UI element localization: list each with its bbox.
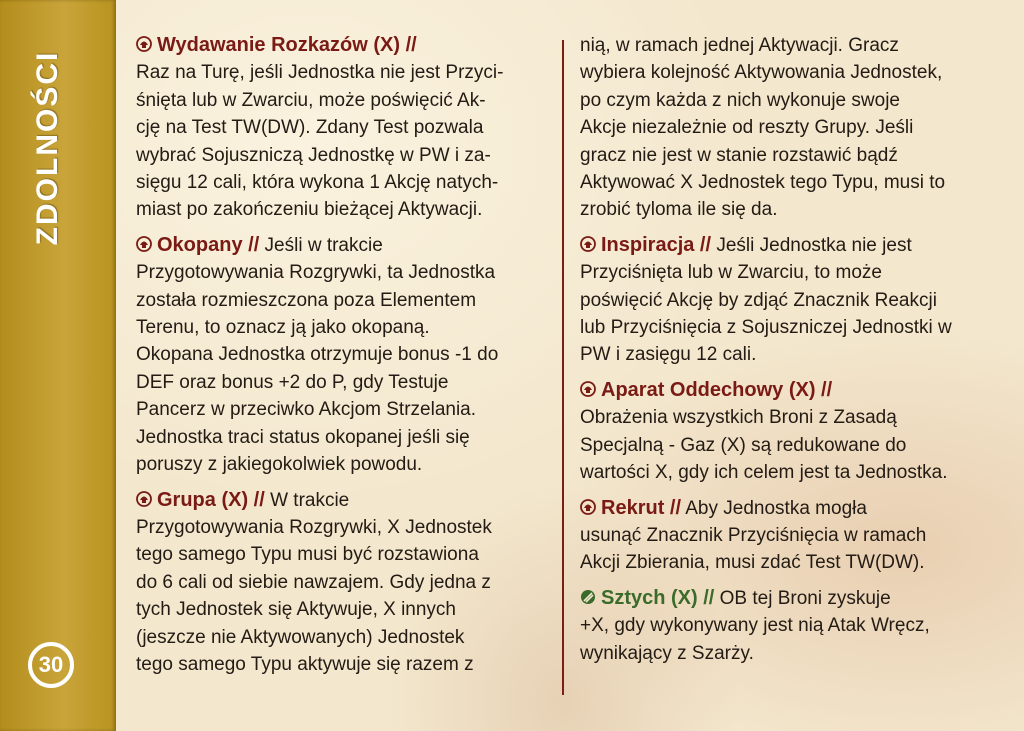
column-divider xyxy=(562,40,564,695)
ability-text-line: tego samego Typu aktywuje się razem z xyxy=(136,653,474,675)
helmet-icon xyxy=(580,499,596,515)
ability-name: Sztych (X) // xyxy=(601,586,715,609)
ability-text-line: Okopana Jednostka otrzymuje bonus -1 do xyxy=(136,344,499,366)
ability-text-line: Specjalną - Gaz (X) są redukowane do xyxy=(580,434,907,456)
ability-text-line: wybrać Sojuszniczą Jednostkę w PW i za- xyxy=(136,144,491,166)
helmet-icon xyxy=(136,236,152,252)
helmet-icon xyxy=(580,236,596,252)
ability-text-inline: OB tej Broni zyskuje xyxy=(714,587,891,609)
ability-name: Wydawanie Rozkazów (X) // xyxy=(157,34,417,56)
ability-text-line: PW i zasięgu 12 cali. xyxy=(580,344,757,366)
ability-text-line: +X, gdy wykonywany jest nią Atak Wręcz, xyxy=(580,615,930,637)
ability-text-line: Jednostka traci status okopanej jeśli się xyxy=(136,426,470,448)
ability-text-line: poświęcić Akcję by zdjąć Znacznik Reakcji xyxy=(580,289,937,311)
ability-text-line: lub Przyciśnięcia z Sojuszniczej Jednostki w xyxy=(580,317,952,339)
ability-text-line: tych Jednostek się Aktywuje, X innych xyxy=(136,599,456,621)
chapter-sidebar xyxy=(0,0,116,731)
ability-text-inline: W trakcie xyxy=(264,489,350,511)
helmet-icon xyxy=(136,491,152,507)
ability-name: Grupa (X) // xyxy=(157,488,265,511)
ability-text-line: Przyciśnięta lub w Zwarciu, to może xyxy=(580,262,882,284)
ability-text-line: Przygotowywania Rozgrywki, X Jednostek xyxy=(136,516,492,538)
ability-text-line: miast po zakończeniu bieżącej Aktywacji. xyxy=(136,199,483,221)
ability-text-line: do 6 cali od siebie nawzajem. Gdy jedna z xyxy=(136,571,491,593)
ability-entry xyxy=(136,32,546,224)
ability-text-line: wynikający z Szarży. xyxy=(580,642,754,664)
ability-name: Rekrut // xyxy=(601,496,682,519)
ability-text-line: tego samego Typu musi być rozstawiona xyxy=(136,544,479,566)
ability-text-line: Pancerz w przeciwko Akcjom Strzelania. xyxy=(136,399,477,421)
ability-text-line: DEF oraz bonus +2 do P, gdy Testuje xyxy=(136,371,449,393)
ability-text-line: śnięta lub w Zwarciu, może poświęcić Ak- xyxy=(136,89,486,111)
ability-entry xyxy=(136,487,546,679)
ability-text-line: (jeszcze nie Aktywowanych) Jednostek xyxy=(136,626,465,648)
blade-icon xyxy=(580,589,596,605)
ability-text-line: Akcje niezależnie od reszty Grupy. Jeśli xyxy=(580,117,914,139)
chapter-title: ZDOLNOŚCI xyxy=(31,50,64,246)
ability-text-inline: Jeśli Jednostka nie jest xyxy=(711,234,912,256)
ability-text-line: po czym każda z nich wykonuje swoje xyxy=(580,89,900,111)
ability-text-line: Akcji Zbierania, musi zdać Test TW(DW). xyxy=(580,552,925,574)
ability-entry xyxy=(580,377,1008,487)
ability-name: Inspiracja // xyxy=(601,233,712,256)
ability-text-line: sięgu 12 cali, która wykona 1 Akcję natych- xyxy=(136,172,499,194)
ability-text-inline: Jeśli w trakcie xyxy=(259,234,383,256)
ability-text-inline: Aby Jednostka mogła xyxy=(681,497,867,519)
ability-name: Aparat Oddechowy (X) // xyxy=(601,378,833,401)
ability-text-line: wartości X, gdy ich celem jest ta Jednostka. xyxy=(580,462,948,484)
page-number: 30 xyxy=(28,642,74,688)
right-column xyxy=(580,32,1008,675)
ability-entry xyxy=(136,232,546,479)
ability-text-line: cję na Test TW(DW). Zdany Test pozwala xyxy=(136,117,484,139)
ability-text-line: wybiera kolejność Aktywowania Jednostek, xyxy=(580,62,943,84)
ability-entry xyxy=(580,585,1008,667)
helmet-icon xyxy=(136,36,152,52)
ability-entry xyxy=(580,495,1008,577)
ability-text-line: nią, w ramach jednej Aktywacji. Gracz xyxy=(580,35,899,56)
left-column xyxy=(136,32,546,686)
ability-text-line: zrobić tyloma ile się da. xyxy=(580,199,778,221)
ability-text-line: Terenu, to oznacz ją jako okopaną. xyxy=(136,317,430,339)
ability-entry xyxy=(580,232,1008,369)
ability-continuation xyxy=(580,32,1008,224)
ability-text-line: poruszy z jakiegokolwiek powodu. xyxy=(136,454,423,476)
ability-text-line: Przygotowywania Rozgrywki, ta Jednostka xyxy=(136,262,496,284)
ability-text-line: Raz na Turę, jeśli Jednostka nie jest Przyci- xyxy=(136,62,504,84)
helmet-icon xyxy=(580,381,596,397)
ability-text-line: gracz nie jest w stanie rozstawić bądź xyxy=(580,144,898,166)
ability-text-line: Aktywować X Jednostek tego Typu, musi to xyxy=(580,172,946,194)
ability-name: Okopany // xyxy=(157,233,260,256)
ability-text-line: Obrażenia wszystkich Broni z Zasadą xyxy=(580,407,897,429)
ability-text-line: została rozmieszczona poza Elementem xyxy=(136,289,477,311)
ability-text-line: usunąć Znacznik Przyciśnięcia w ramach xyxy=(580,524,927,546)
